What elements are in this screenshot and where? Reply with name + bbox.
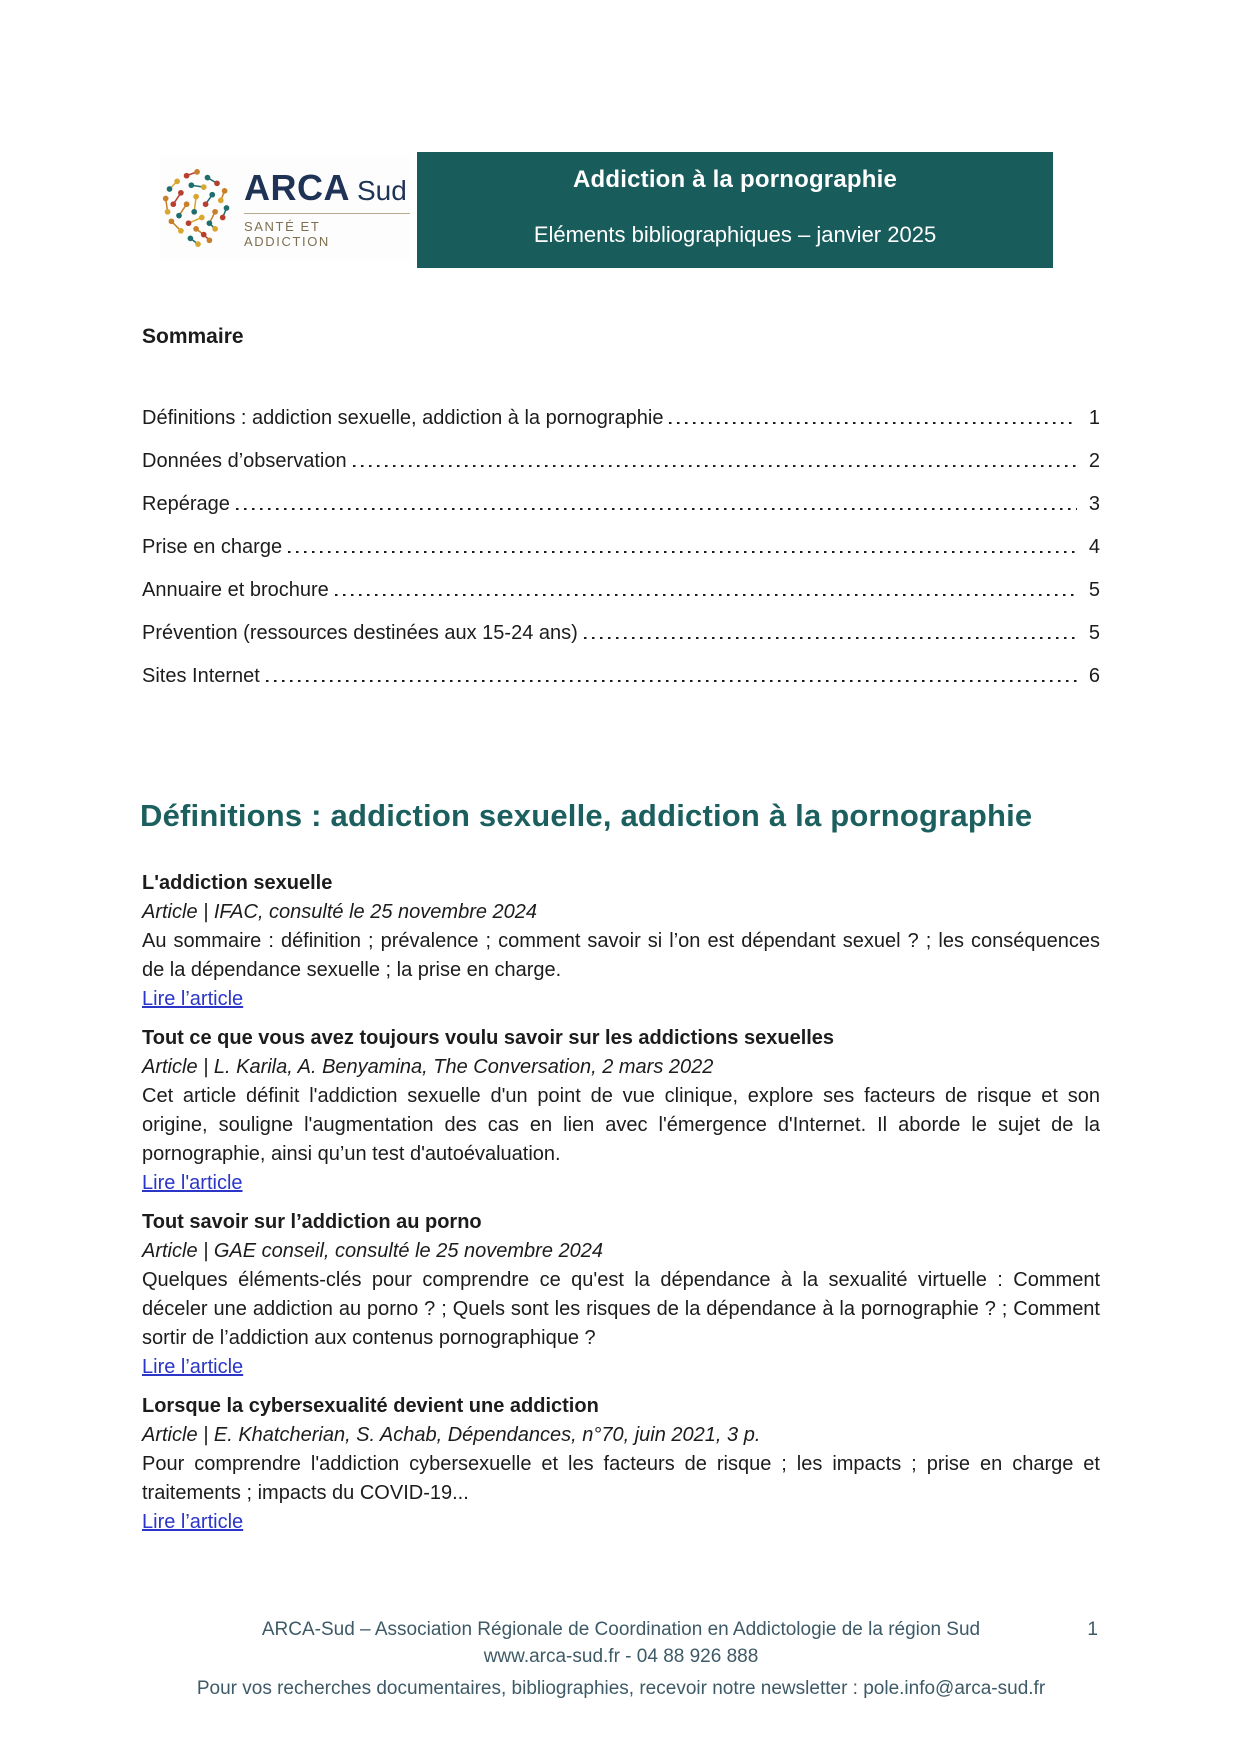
toc-dotted-leader — [288, 551, 1077, 554]
logo-tagline: SANTÉ ET ADDICTION — [244, 219, 330, 249]
entry-source: Article | L. Karila, A. Benyamina, The Conversation, 2 mars 2022 — [142, 1056, 714, 1078]
toc-item-definitions[interactable] — [142, 385, 1100, 428]
toc-item-prise-en-charge[interactable] — [142, 514, 1100, 557]
toc-item-label: Définitions : addiction sexuelle, addiction à la pornographie — [142, 407, 664, 429]
entry-description: Au sommaire : définition ; prévalence ; comment savoir si l’on est dépendant sexuel ? ; les conséquences de la dépendance sexuelle ; la prise en charge. — [142, 930, 1100, 981]
bib-entry-addiction-au-porno — [142, 1208, 1100, 1382]
toc-item-donnees-observation[interactable] — [142, 428, 1100, 471]
read-article-link[interactable]: Lire l’article — [142, 988, 244, 1010]
bib-entry-tout-ce-que-vous-avez — [142, 1024, 1100, 1198]
toc-page-number: 6 — [1088, 665, 1100, 687]
arca-sud-logo — [160, 156, 410, 260]
toc-item-label: Prévention (ressources destinées aux 15-24 ans) — [142, 622, 578, 644]
entry-title: Lorsque la cybersexualité devient une addiction — [142, 1395, 599, 1417]
document-subtitle: Eléments bibliographiques – janvier 2025 — [533, 222, 937, 247]
entry-title: L'addiction sexuelle — [142, 872, 333, 894]
entry-title: Tout savoir sur l’addiction au porno — [142, 1211, 482, 1233]
entry-description: Cet article définit l'addiction sexuelle d'un point de vue clinique, explore ses facteurs de risque et son origine, souligne l'augmentation des cas en lien avec l'émergence d'Internet. Il aborde le sujet de la pornographie, ainsi qu’un test d'autoévaluation. — [142, 1085, 1100, 1165]
toc-page-number: 2 — [1088, 450, 1100, 472]
table-of-contents — [142, 385, 1100, 686]
toc-dotted-leader — [584, 637, 1077, 640]
logo-name-sud: Sud — [357, 175, 407, 206]
footer-contact-line: www.arca-sud.fr - 04 88 926 888 — [483, 1646, 759, 1667]
section-heading-definitions: Définitions : addiction sexuelle, addiction à la pornographie — [140, 798, 1033, 833]
arca-logo-network-icon — [160, 164, 236, 252]
read-article-link[interactable]: Lire l’article — [142, 1356, 244, 1378]
entry-title: Tout ce que vous avez toujours voulu savoir sur les addictions sexuelles — [142, 1027, 835, 1049]
bibliography-entries — [142, 869, 1100, 1547]
document-header-banner — [417, 152, 1053, 268]
toc-item-prevention[interactable] — [142, 600, 1100, 643]
footer-newsletter-line: Pour vos recherches documentaires, bibliographies, recevoir notre newsletter : pole.info@arca-sud.fr — [196, 1678, 1046, 1699]
toc-page-number: 5 — [1088, 622, 1100, 644]
toc-item-label: Annuaire et brochure — [142, 579, 329, 601]
logo-divider — [244, 213, 410, 214]
toc-dotted-leader — [353, 465, 1077, 468]
toc-heading: Sommaire — [142, 325, 244, 348]
toc-dotted-leader — [266, 680, 1077, 683]
toc-item-label: Prise en charge — [142, 536, 283, 558]
page-number: 1 — [1087, 1619, 1098, 1640]
toc-page-number: 4 — [1088, 536, 1100, 558]
read-article-link[interactable]: Lire l’article — [142, 1511, 244, 1533]
entry-source: Article | E. Khatcherian, S. Achab, Dépendances, n°70, juin 2021, 3 p. — [142, 1424, 761, 1446]
toc-item-label: Repérage — [142, 493, 230, 515]
entry-source: Article | GAE conseil, consulté le 25 novembre 2024 — [142, 1240, 603, 1262]
bib-entry-addiction-sexuelle — [142, 869, 1100, 1014]
entry-description: Pour comprendre l'addiction cybersexuelle et les facteurs de risque ; les impacts ; prise en charge et traitements ; impacts du COVID-19... — [142, 1453, 1100, 1504]
document-title: Addiction à la pornographie — [572, 166, 898, 193]
toc-page-number: 5 — [1088, 579, 1100, 601]
toc-item-annuaire-brochure[interactable] — [142, 557, 1100, 600]
entry-source: Article | IFAC, consulté le 25 novembre 2024 — [142, 901, 538, 923]
toc-item-reperage[interactable] — [142, 471, 1100, 514]
toc-dotted-leader — [335, 594, 1077, 597]
toc-item-label: Sites Internet — [142, 665, 260, 687]
entry-description: Quelques éléments-clés pour comprendre ce qu'est la dépendance à la sexualité virtuelle : Comment déceler une addiction au porno ? ; Quels sont les risques de la dépendance à la pornographie ? ; Comment sortir de l’addiction aux contenus pornographique ? — [142, 1269, 1100, 1349]
logo-name-arca: ARCA — [244, 167, 350, 208]
toc-item-label: Données d’observation — [142, 450, 347, 472]
toc-item-sites-internet[interactable] — [142, 643, 1100, 686]
toc-dotted-leader — [236, 508, 1077, 511]
footer-organization-line: ARCA-Sud – Association Régionale de Coordination en Addictologie de la région Sud — [261, 1619, 981, 1640]
toc-page-number: 1 — [1088, 407, 1100, 429]
bib-entry-cybersexualite — [142, 1392, 1100, 1537]
page-footer — [142, 1616, 1100, 1702]
read-article-link[interactable]: Lire l'article — [142, 1172, 243, 1194]
arca-logo-text — [244, 167, 410, 249]
toc-page-number: 3 — [1088, 493, 1100, 515]
toc-dotted-leader — [669, 422, 1077, 425]
